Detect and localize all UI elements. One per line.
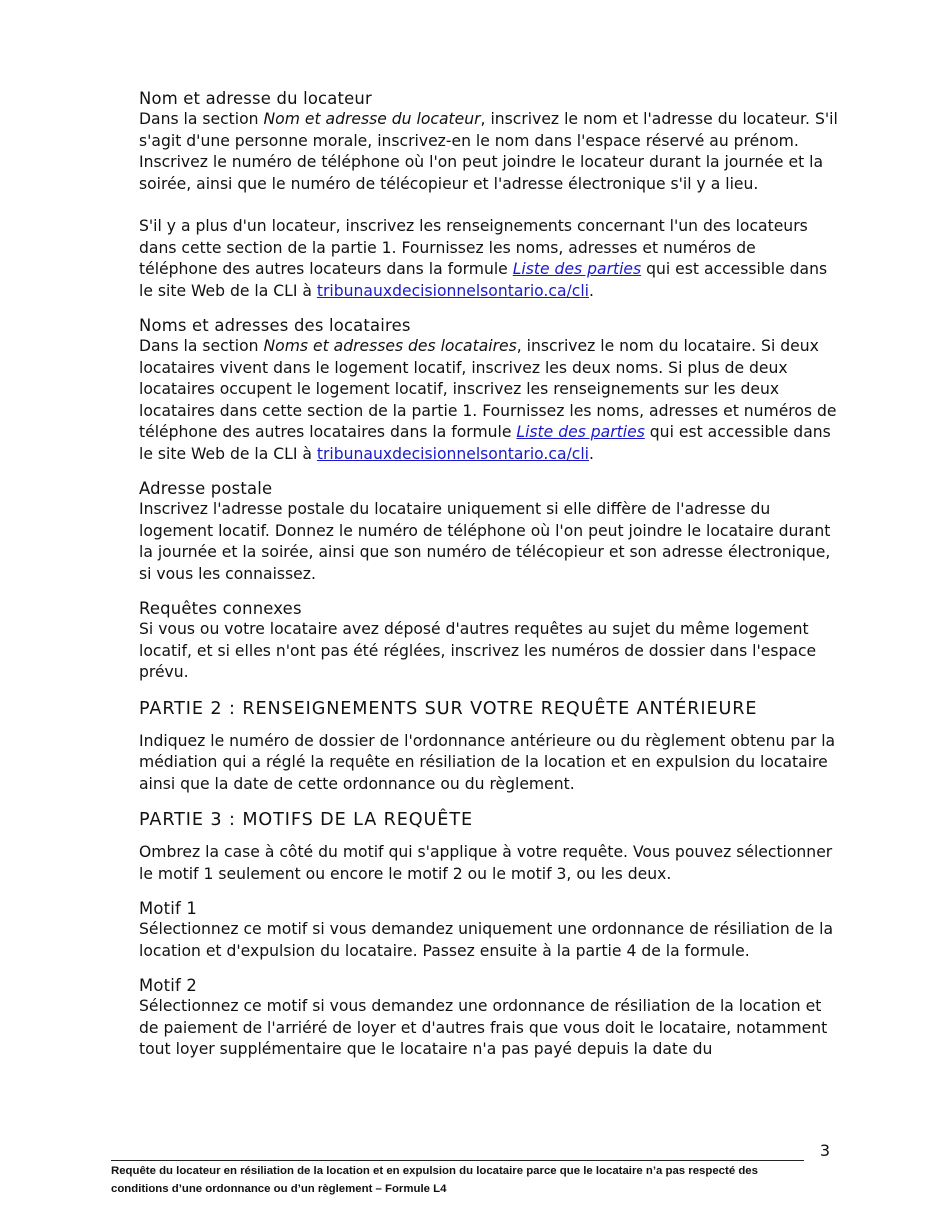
landlord-section	[139, 88, 839, 302]
document-body	[139, 88, 839, 1074]
motif-2-heading: Motif 2	[139, 976, 197, 995]
text-run: S'il y a plus d'un locateur, inscrivez les renseignements concernant l'un des locateurs dans cette section de la partie 1. Fournissez les noms, adresses et numéros de téléphone des autres locateurs dans la formule	[139, 217, 808, 278]
landlord-heading: Nom et adresse du locateur	[139, 89, 372, 108]
part-3-paragraph: Ombrez la case à côté du motif qui s'applique à votre requête. Vous pouvez sélectionner le motif 1 seulement ou encore le motif 2 ou le motif 3, ou les deux.	[139, 843, 833, 883]
postal-address-section	[139, 478, 839, 585]
text-run: Dans la section	[139, 110, 264, 128]
section-name-emphasis: Noms et adresses des locataires	[263, 337, 517, 355]
part-3-title: PARTIE 3 : MOTIFS DE LA REQUÊTE	[139, 810, 473, 830]
page-number: 3	[819, 1141, 830, 1160]
text-run: .	[589, 281, 594, 300]
cli-website-link[interactable]: tribunauxdecisionnelsontario.ca/cli	[316, 281, 589, 300]
motif-1-section	[139, 898, 839, 962]
text-run: , inscrivez le nom et l'adresse du locateur. S'il s'agit d'une personne morale, inscrivez-en le nom dans l'espace réservé au prénom. Inscrivez le numéro de téléphone où l'on peut joindre le locateur durant la journée et la soirée, ainsi que le numéro de télécopieur et l'adresse électronique s'il y a lieu.	[139, 110, 838, 193]
landlord-paragraph-1	[139, 109, 839, 195]
liste-des-parties-link[interactable]: Liste des parties	[516, 423, 645, 441]
part-2-paragraph: Indiquez le numéro de dossier de l'ordonnance antérieure ou du règlement obtenu par la médiation qui a réglé la requête en résiliation de la location et en expulsion du locataire ainsi que la date de cette ordonnance ou du règlement.	[139, 731, 836, 793]
motif-2-section	[139, 975, 839, 1061]
text-run: qui est accessible dans le site Web de la CLI à	[139, 423, 831, 463]
text-run: qui est accessible dans le site Web de la CLI à	[139, 260, 828, 300]
part-2-title: PARTIE 2 : RENSEIGNEMENTS SUR VOTRE REQUÊTE ANTÉRIEURE	[139, 698, 758, 719]
motif-1-paragraph: Sélectionnez ce motif si vous demandez uniquement une ordonnance de résiliation de la location et d'expulsion du locataire. Passez ensuite à la partie 4 de la formule.	[139, 920, 834, 960]
motif-2-paragraph: Sélectionnez ce motif si vous demandez une ordonnance de résiliation de la location et de paiement de l'arriéré de loyer et d'autres frais que vous doit le locataire, notamment tout loyer supplémentaire que le locataire n'a pas payé depuis la date du	[139, 997, 828, 1058]
text-run: .	[589, 444, 594, 463]
section-name-emphasis: Nom et adresse du locateur	[263, 110, 481, 128]
part-3-section	[139, 808, 839, 885]
tenants-section	[139, 315, 839, 465]
landlord-paragraph-2	[139, 216, 839, 302]
text-run: , inscrivez le nom du locataire. Si deux locataires vivent dans le logement locatif, inscrivez les deux noms. Si plus de deux locataires occupent le logement locatif, inscrivez les renseignements sur les deux locataires dans cette section de la partie 1. Fournissez les noms, adresses et numéros de téléphone des autres locataires dans la formule	[139, 337, 837, 441]
motif-1-heading: Motif 1	[139, 899, 197, 918]
postal-address-paragraph: Inscrivez l'adresse postale du locataire uniquement si elle diffère de l'adresse du logement locatif. Donnez le numéro de téléphone où l'on peut joindre le locataire durant la journée et la soirée, ainsi que son numéro de télécopieur et son adresse électronique, si vous les connaissez.	[139, 500, 831, 583]
text-run: Dans la section	[139, 337, 264, 355]
related-requests-heading: Requêtes connexes	[139, 599, 302, 618]
footer-form-title: Requête du locateur en résiliation de la location et en expulsion du locataire parce que le locataire n’a pas respecté des conditions d’une ordonnance ou d’un règlement – Formule L4	[111, 1165, 758, 1195]
postal-address-heading: Adresse postale	[139, 479, 273, 498]
footer-divider	[111, 1160, 804, 1161]
related-requests-section	[139, 598, 839, 684]
part-2-section	[139, 697, 839, 796]
cli-website-link[interactable]: tribunauxdecisionnelsontario.ca/cli	[316, 444, 589, 463]
tenants-paragraph	[139, 336, 839, 465]
related-requests-paragraph: Si vous ou votre locataire avez déposé d'autres requêtes au sujet du même logement locatif, et si elles n'ont pas été réglées, inscrivez les numéros de dossier dans l'espace prévu.	[139, 620, 817, 681]
tenants-heading: Noms et adresses des locataires	[139, 316, 411, 335]
liste-des-parties-link[interactable]: Liste des parties	[512, 260, 642, 278]
